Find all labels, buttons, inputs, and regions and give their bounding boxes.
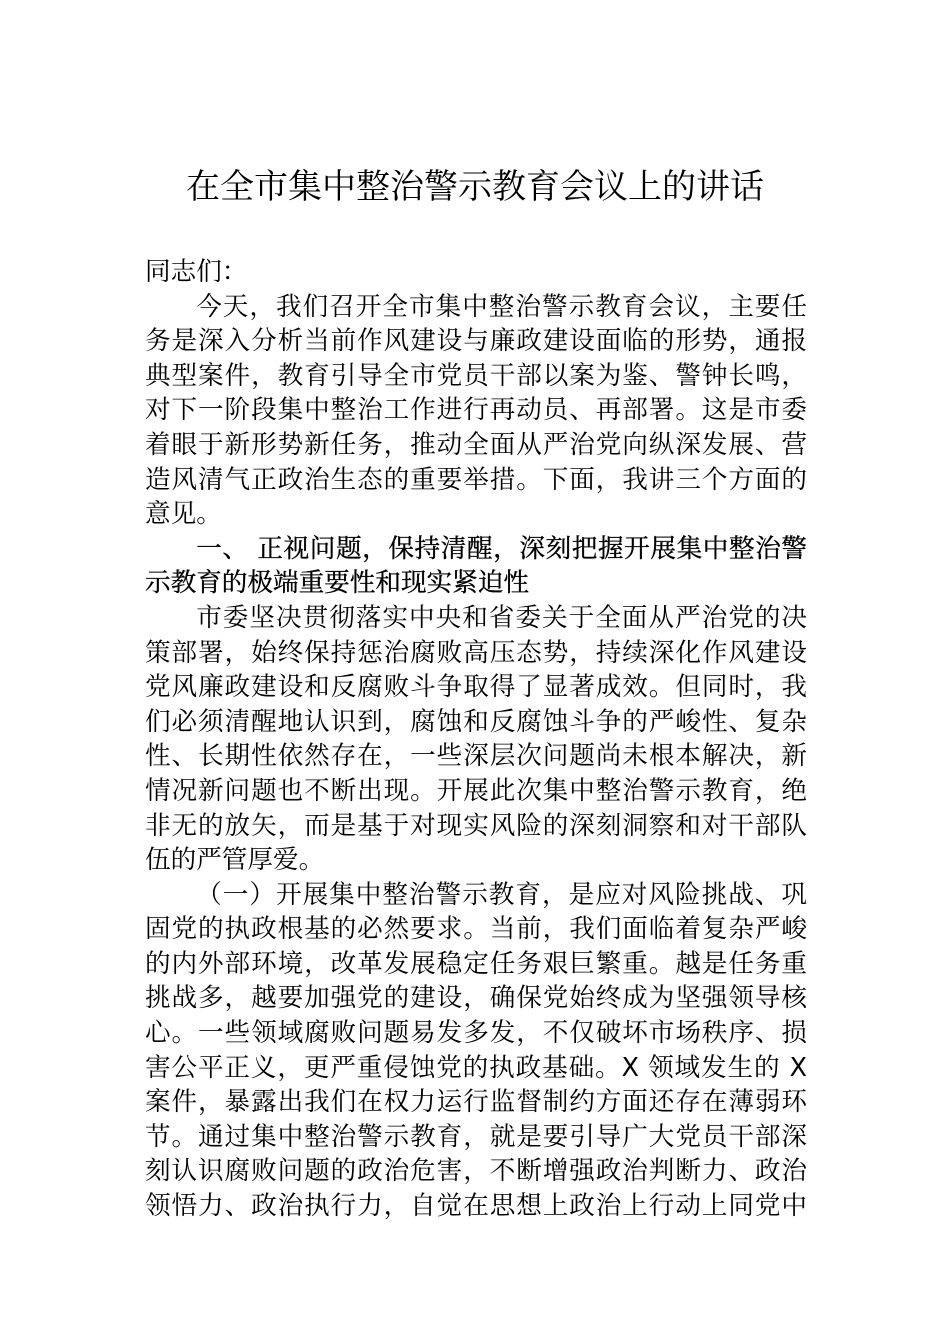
text-line: 非无的放矢，而是基于对现实风险的深刻洞察和对干部队 xyxy=(145,810,807,841)
paragraph-intro xyxy=(145,290,807,532)
heading-line: 一、 正视问题，保持清醒，深刻把握开展集中整治警 xyxy=(196,533,807,564)
paragraph-subsection-1 xyxy=(145,878,807,1224)
text-line: 挑战多，越要加强党的建设，确保党始终成为坚强领导核 xyxy=(145,983,807,1014)
text-line: 对下一阶段集中整治工作进行再动员、再部署。这是市委 xyxy=(145,395,807,426)
text-line: 节。通过集中整治警示教育，就是要引导广大党员干部深 xyxy=(145,1121,807,1152)
text-line: 害公平正义，更严重侵蚀党的执政基础。X 领域发生的 X xyxy=(145,1052,807,1083)
text-line: 市委坚决贯彻落实中央和省委关于全面从严治党的决 xyxy=(196,602,807,633)
document-title: 在全市集中整治警示教育会议上的讲话 xyxy=(186,167,764,207)
text-line: 党风廉政建设和反腐败斗争取得了显著成效。但同时，我 xyxy=(145,672,807,703)
paragraph-section-1-intro xyxy=(145,601,807,878)
text-line: （一）开展集中整治警示教育，是应对风险挑战、巩 xyxy=(196,879,807,910)
text-line: 刻认识腐败问题的政治危害，不断增强政治判断力、政治 xyxy=(145,1156,807,1187)
text-line: 心。一些领域腐败问题易发多发，不仅破坏市场秩序、损 xyxy=(145,1018,807,1049)
text-line: 造风清气正政治生态的重要举措。下面，我讲三个方面的 xyxy=(145,464,807,495)
text-line: 意见。 xyxy=(145,499,222,530)
text-line: 领悟力、政治执行力，自觉在思想上政治上行动上同党中 xyxy=(145,1191,807,1222)
text-line: 情况新问题也不断出现。开展此次集中整治警示教育，绝 xyxy=(145,775,807,806)
text-line: 案件，暴露出我们在权力运行监督制约方面还存在薄弱环 xyxy=(145,1087,807,1118)
document-body xyxy=(145,255,807,1224)
heading-line: 示教育的极端重要性和现实紧迫性 xyxy=(145,568,529,599)
text-line: 典型案件，教育引导全市党员干部以案为鉴、警钟长鸣， xyxy=(145,360,807,391)
text-line: 务是深入分析当前作风建设与廉政建设面临的形势，通报 xyxy=(145,326,807,357)
text-line: 固党的执政根基的必然要求。当前，我们面临着复杂严峻 xyxy=(145,914,807,945)
text-line: 策部署，始终保持惩治腐败高压态势，持续深化作风建设 xyxy=(145,637,807,668)
salutation: 同志们： xyxy=(145,257,248,287)
text-line: 着眼于新形势新任务，推动全面从严治党向纵深发展、营 xyxy=(145,429,807,460)
text-line: 今天，我们召开全市集中整治警示教育会议，主要任 xyxy=(196,291,807,322)
text-line: 们必须清醒地认识到，腐蚀和反腐蚀斗争的严峻性、复杂 xyxy=(145,706,807,737)
section-heading-1 xyxy=(145,532,807,601)
text-line: 的内外部环境，改革发展稳定任务艰巨繁重。越是任务重 xyxy=(145,948,807,979)
text-line: 伍的严管厚爱。 xyxy=(145,845,325,876)
text-line: 性、长期性依然存在，一些深层次问题尚未根本解决，新 xyxy=(145,741,807,772)
